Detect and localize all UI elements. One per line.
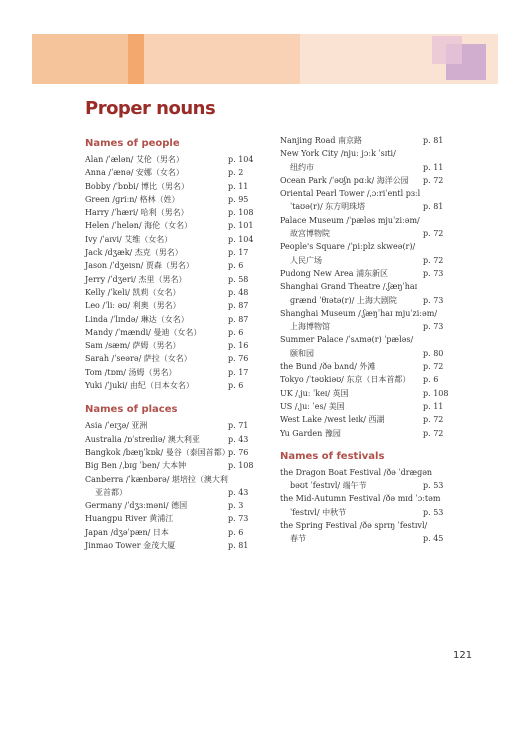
entry-text: Huangpu River 黄浦江 bbox=[85, 514, 174, 524]
index-entry bbox=[85, 206, 265, 219]
banner-band-accent bbox=[128, 34, 144, 84]
entry-text: Alan /ˈælən/ 艾伦（男名） bbox=[85, 155, 184, 164]
entry-page-ref: p. 2 bbox=[228, 168, 244, 178]
index-entry bbox=[85, 326, 265, 339]
index-entry bbox=[85, 313, 265, 326]
entry-text: Yu Garden 豫园 bbox=[280, 428, 341, 438]
index-entry bbox=[280, 320, 460, 333]
entry-text: Mandy /ˈmændi/ 曼迪（女名） bbox=[85, 327, 202, 337]
entry-text: Tom /tɒm/ 汤姆（男名） bbox=[85, 367, 177, 377]
index-entry bbox=[280, 333, 460, 346]
entry-text: Jason /ˈdʒeɪsn/ 贾森（男名） bbox=[85, 261, 194, 271]
index-entry bbox=[85, 299, 265, 312]
entry-page-ref: p. 6 bbox=[228, 261, 244, 271]
index-entry bbox=[85, 352, 265, 365]
entry-text: Ocean Park /ˈəʊʃn pɑːk/ 海洋公园 bbox=[280, 175, 409, 185]
index-entry bbox=[280, 387, 460, 400]
entry-text: Helen /ˈhelən/ 海伦（女名） bbox=[85, 221, 193, 231]
entry-page-ref: p. 72 bbox=[423, 415, 444, 425]
index-entry bbox=[280, 200, 460, 213]
entry-page-ref: p. 76 bbox=[228, 354, 249, 364]
index-entry bbox=[85, 219, 265, 232]
entry-page-ref: p. 72 bbox=[423, 175, 444, 185]
index-entry bbox=[85, 246, 265, 259]
entry-text: Asia /ˈeɪʒə/ 亚洲 bbox=[85, 421, 148, 431]
entry-text: 故宫博物院 bbox=[290, 229, 330, 239]
entry-text: the Spring Festival /ðə sprɪŋ ˈfestɪvl/ bbox=[280, 521, 428, 531]
entry-page-ref: p. 73 bbox=[423, 322, 444, 332]
entry-page-ref: p. 81 bbox=[228, 541, 249, 551]
index-entry bbox=[85, 446, 265, 459]
entry-text: Japan /dʒəˈpæn/ 日本 bbox=[85, 527, 169, 537]
entry-text: Palace Museum /ˈpæləs mjuˈziːəm/ bbox=[280, 215, 420, 225]
index-entry bbox=[85, 153, 265, 166]
entry-text: 亚首都） bbox=[95, 487, 127, 497]
entry-text: Canberra /ˈkænbərə/ 堪培拉（澳大利 bbox=[85, 474, 228, 484]
entry-page-ref: p. 71 bbox=[228, 421, 249, 431]
entry-page-ref: p. 108 bbox=[228, 461, 254, 471]
entry-page-ref: p. 48 bbox=[228, 287, 249, 297]
entry-page-ref: p. 76 bbox=[228, 447, 249, 457]
entry-page-ref: p. 11 bbox=[423, 162, 444, 172]
entry-page-ref: p. 17 bbox=[228, 367, 249, 377]
entry-page-ref: p. 11 bbox=[228, 181, 249, 191]
index-entry bbox=[85, 166, 265, 179]
index-entry bbox=[280, 174, 460, 187]
page-title: Proper nouns bbox=[85, 98, 216, 119]
entry-page-ref: p. 6 bbox=[228, 527, 244, 537]
entry-page-ref: p. 81 bbox=[423, 136, 444, 145]
entry-page-ref: p. 73 bbox=[423, 295, 444, 305]
people-list bbox=[85, 153, 265, 392]
entry-page-ref: p. 72 bbox=[423, 428, 444, 438]
index-entry bbox=[85, 526, 265, 539]
index-entry bbox=[280, 307, 460, 320]
entry-text: Germany /ˈdʒɜːməni/ 德国 bbox=[85, 501, 188, 511]
entry-text: Jerry /ˈdʒeri/ 杰里（男名） bbox=[85, 274, 187, 284]
index-entry bbox=[280, 413, 460, 426]
index-entry bbox=[85, 419, 265, 432]
entry-text: Bangkok /bæŋˈkɒk/ 曼谷（泰国首都） bbox=[85, 447, 230, 457]
index-entry bbox=[280, 466, 460, 479]
index-entry bbox=[85, 499, 265, 512]
index-entry bbox=[85, 193, 265, 206]
entry-text: 上海博物馆 bbox=[290, 322, 330, 332]
index-entry bbox=[85, 433, 265, 446]
index-entry bbox=[85, 473, 265, 486]
page-number: 121 bbox=[453, 650, 473, 661]
index-entry bbox=[280, 240, 460, 253]
entry-page-ref: p. 6 bbox=[423, 375, 439, 385]
index-entry bbox=[85, 486, 265, 499]
entry-text: the Dragon Boat Festival /ðə ˈdræɡən bbox=[280, 467, 433, 477]
entry-page-ref: p. 95 bbox=[228, 194, 249, 204]
entry-page-ref: p. 17 bbox=[228, 248, 249, 258]
entry-page-ref: p. 73 bbox=[228, 514, 249, 524]
right-column bbox=[280, 134, 460, 546]
entry-text: Linda /ˈlɪndə/ 琳达（女名） bbox=[85, 314, 189, 324]
index-entry bbox=[280, 294, 460, 307]
entry-text: Harry /ˈhæri/ 哈利（男名） bbox=[85, 208, 189, 218]
entry-text: Pudong New Area 浦东新区 bbox=[280, 268, 389, 278]
section-heading-people: Names of people bbox=[85, 138, 180, 149]
entry-page-ref: p. 72 bbox=[423, 229, 444, 239]
entry-page-ref: p. 72 bbox=[423, 255, 444, 265]
entry-page-ref: p. 53 bbox=[423, 481, 444, 491]
entry-page-ref: p. 58 bbox=[228, 274, 249, 284]
index-entry bbox=[280, 532, 460, 545]
index-entry bbox=[85, 259, 265, 272]
section-heading-places: Names of places bbox=[85, 404, 178, 416]
entry-page-ref: p. 104 bbox=[228, 234, 254, 244]
index-entry bbox=[280, 519, 460, 532]
entry-text: Kelly /ˈkeli/ 凯莉（女名） bbox=[85, 287, 181, 297]
entry-text: Shanghai Grand Theatre /ˌʃæŋˈhaɪ bbox=[280, 282, 418, 292]
places-list bbox=[85, 419, 265, 552]
entry-text: ˈtaʊə(r)/ 东方明珠塔 bbox=[290, 202, 366, 212]
index-entry bbox=[280, 400, 460, 413]
index-entry bbox=[280, 479, 460, 492]
index-entry bbox=[280, 360, 460, 373]
entry-page-ref: p. 73 bbox=[423, 268, 444, 278]
index-entry bbox=[85, 286, 265, 299]
entry-text: Leo /ˈliː əʊ/ 利奥（男名） bbox=[85, 301, 181, 311]
entry-text: ˈfestɪvl/ 中秋节 bbox=[290, 507, 347, 517]
entry-text: UK /ˌjuː ˈkeɪ/ 英国 bbox=[280, 388, 349, 398]
entry-text: Bobby /ˈbɒbi/ 博比（男名） bbox=[85, 181, 190, 191]
entry-text: Jinmao Tower 金茂大厦 bbox=[85, 541, 176, 551]
index-entry bbox=[280, 267, 460, 280]
index-entry bbox=[280, 492, 460, 505]
index-entry bbox=[85, 273, 265, 286]
index-entry bbox=[280, 161, 460, 174]
entry-text: Yuki /ˈjuki/ 由纪（日本女名） bbox=[85, 381, 194, 391]
index-entry bbox=[280, 134, 460, 147]
index-entry bbox=[280, 187, 460, 200]
entry-page-ref: p. 45 bbox=[423, 534, 444, 544]
index-entry bbox=[280, 227, 460, 240]
index-entry bbox=[280, 147, 460, 160]
index-entry bbox=[280, 214, 460, 227]
entry-page-ref: p. 43 bbox=[228, 434, 249, 444]
index-entry bbox=[85, 512, 265, 525]
banner-band-middle bbox=[144, 34, 300, 84]
index-entry bbox=[280, 347, 460, 360]
index-entry bbox=[85, 233, 265, 246]
entry-text: 春节 bbox=[290, 534, 306, 544]
entry-text: Australia /ɒˈstreɪliə/ 澳大利亚 bbox=[85, 434, 200, 444]
entry-page-ref: p. 87 bbox=[228, 314, 249, 324]
entry-text: Sam /sæm/ 萨姆（男名） bbox=[85, 341, 181, 351]
index-entry bbox=[280, 506, 460, 519]
banner-square-pink bbox=[432, 36, 462, 64]
entry-text: Jack /dʒæk/ 杰克（男名） bbox=[85, 248, 183, 258]
entry-text: bəʊt ˈfestɪvl/ 端午节 bbox=[290, 481, 367, 491]
entry-text: Ivy /ˈaɪvi/ 艾维（女名） bbox=[85, 234, 173, 244]
entry-text: Big Ben /ˌbɪɡ ˈben/ 大本钟 bbox=[85, 461, 187, 471]
entry-page-ref: p. 53 bbox=[423, 507, 444, 517]
entry-text: Green /ɡriːn/ 格林（姓） bbox=[85, 194, 180, 204]
entry-page-ref: p. 6 bbox=[228, 381, 244, 391]
index-entry bbox=[85, 180, 265, 193]
entry-text: US /ˌjuː ˈes/ 美国 bbox=[280, 401, 345, 411]
index-entry bbox=[85, 366, 265, 379]
entry-text: Shanghai Museum /ˌʃæŋˈhaɪ mjuˈziːəm/ bbox=[280, 308, 438, 318]
index-entry bbox=[280, 280, 460, 293]
index-entry bbox=[280, 254, 460, 267]
entry-page-ref: p. 6 bbox=[228, 327, 244, 337]
entry-page-ref: p. 81 bbox=[423, 202, 444, 212]
entry-text: Tokyo /ˈtəʊkiəʊ/ 东京（日本首都） bbox=[280, 375, 411, 385]
entry-text: Anna /ˈænə/ 安娜（女名） bbox=[85, 168, 184, 178]
entry-text: Nanjing Road 南京路 bbox=[280, 136, 363, 145]
entry-text: Sarah /ˈseərə/ 萨拉（女名） bbox=[85, 354, 192, 364]
entry-page-ref: p. 72 bbox=[423, 362, 444, 372]
entry-page-ref: p. 3 bbox=[228, 501, 244, 511]
entry-page-ref: p. 80 bbox=[423, 348, 444, 358]
entry-page-ref: p. 16 bbox=[228, 341, 249, 351]
index-entry bbox=[85, 379, 265, 392]
entry-text: 颐和园 bbox=[290, 348, 314, 358]
entry-page-ref: p. 108 bbox=[423, 388, 449, 398]
index-entry bbox=[280, 427, 460, 440]
entry-text: ɡrænd ˈθɪətə(r)/ 上海大剧院 bbox=[290, 295, 397, 305]
index-entry bbox=[85, 339, 265, 352]
entry-page-ref: p. 101 bbox=[228, 221, 254, 231]
entry-text: the Mid-Autumn Festival /ðə mɪd ˈɔːtəm bbox=[280, 494, 441, 504]
entry-text: 纽约市 bbox=[290, 162, 314, 172]
entry-text: Summer Palace /ˈsʌmə(r) ˈpæləs/ bbox=[280, 335, 414, 345]
left-column bbox=[85, 136, 265, 552]
entry-page-ref: p. 87 bbox=[228, 301, 249, 311]
festivals-list bbox=[280, 466, 460, 546]
banner-band-left bbox=[32, 34, 128, 84]
entry-page-ref: p. 104 bbox=[228, 155, 254, 164]
entry-text: West Lake /west leɪk/ 西湖 bbox=[280, 415, 385, 425]
places-continued-list bbox=[280, 134, 460, 440]
entry-text: New York City /njuː jɔːk ˈsɪti/ bbox=[280, 149, 396, 159]
entry-text: 人民广场 bbox=[290, 255, 322, 265]
entry-text: People's Square /ˈpiːplz skweə(r)/ bbox=[280, 242, 416, 252]
section-heading-festivals: Names of festivals bbox=[280, 450, 385, 462]
entry-page-ref: p. 43 bbox=[228, 487, 249, 497]
entry-text: the Bund /ðə bʌnd/ 外滩 bbox=[280, 362, 376, 372]
entry-page-ref: p. 108 bbox=[228, 208, 254, 218]
index-entry bbox=[280, 373, 460, 386]
index-entry bbox=[85, 539, 265, 552]
entry-page-ref: p. 11 bbox=[423, 401, 444, 411]
header-banner bbox=[0, 0, 528, 100]
entry-text: Oriental Pearl Tower /ˌɔːriˈentl pɜːl bbox=[280, 189, 421, 199]
index-entry bbox=[85, 459, 265, 472]
